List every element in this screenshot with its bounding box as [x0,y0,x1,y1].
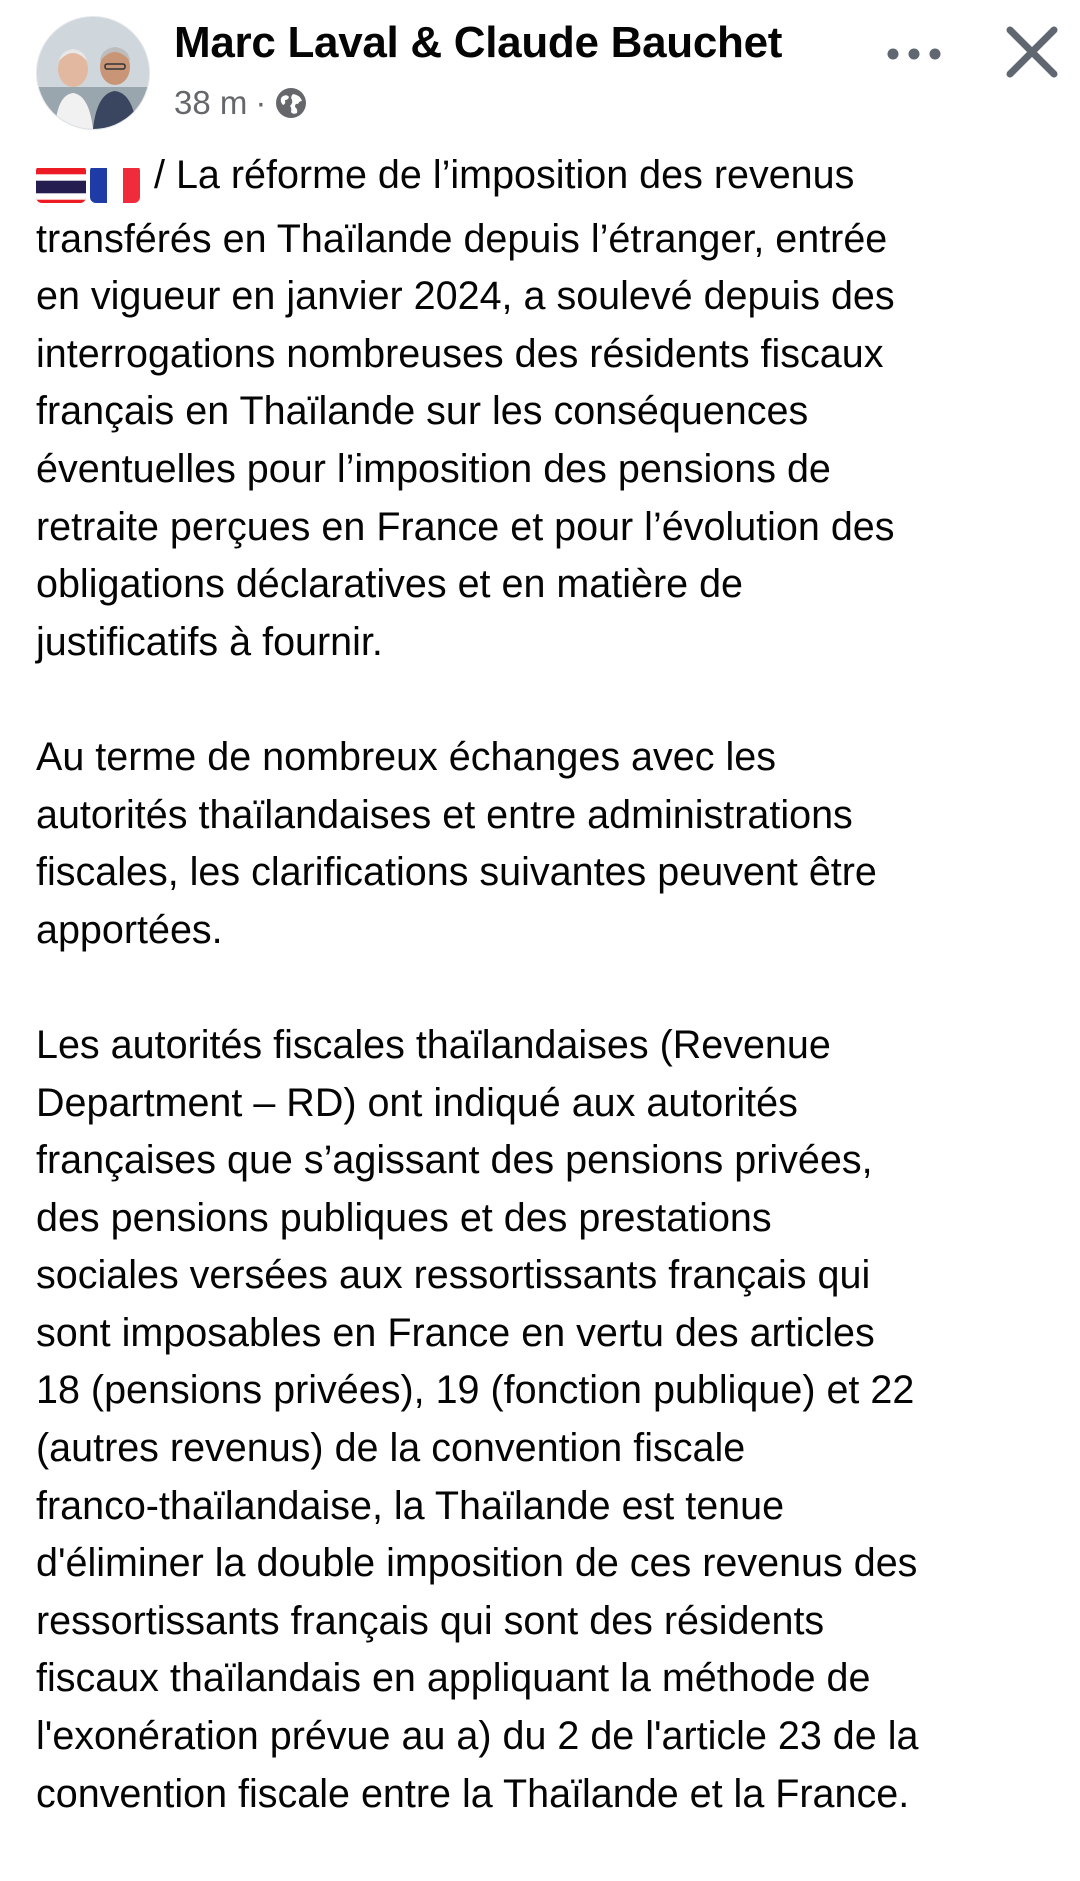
text-line: fiscales, les clarifications suivantes peuvent être [36,850,877,895]
post-body [36,147,1056,1881]
text-line [36,147,1056,211]
avatar-photo [37,17,149,129]
text-line: Department – RD) ont indiqué aux autorités [36,1080,798,1125]
line-text: / La réforme de l’imposition des revenus [154,153,855,197]
text-line: en vigueur en janvier 2024, a soulevé depuis des [36,274,895,319]
text-line: Au terme de nombreux échanges avec les [36,734,776,779]
text-line: interrogations nombreuses des résidents fiscaux [36,331,884,376]
text-line: Les autorités fiscales thaïlandaises (Revenue [36,1022,831,1067]
text-line: autorités thaïlandaises et entre administrations [36,792,853,837]
france-flag-icon [90,165,140,203]
text-line: éventuelles pour l’imposition des pensions de [36,446,831,491]
text-line: ressortissants français qui sont des résidents [36,1598,825,1643]
thailand-flag-icon [36,165,86,203]
text-line: sociales versées aux ressortissants français qui [36,1253,871,1298]
author-avatar[interactable] [36,16,150,130]
text-line: obligations déclaratives et en matière de [36,562,744,607]
text-line: transférés en Thaïlande depuis l’étranger, entrée [36,216,888,261]
text-line: françaises que s’agissant des pensions privées, [36,1138,873,1183]
paragraph-3 [36,1017,1056,1823]
globe-icon[interactable] [274,86,308,120]
flag-emojis [36,153,144,211]
text-line: justificatifs à fournir. [36,619,383,664]
paragraph-1 [36,147,1056,671]
text-line: français en Thaïlande sur les conséquences [36,389,809,434]
more-options-button[interactable] [874,34,954,74]
more-horizontal-icon [886,47,942,61]
meta-separator: · [255,84,267,121]
text-line: apportées. [36,907,223,952]
post-time[interactable]: 38 m [174,84,248,121]
close-icon [996,16,1068,88]
author-name[interactable]: Marc Laval & Claude Bauchet [174,18,783,67]
text-line: convention fiscale entre la Thaïlande et la France. [36,1771,910,1816]
text-line: l'exonération prévue au a) du 2 de l'article 23 de la [36,1714,919,1759]
text-line: retraite perçues en France et pour l’évolution des [36,504,895,549]
text-line: des pensions publiques et des prestations [36,1195,772,1240]
paragraph-2 [36,729,1056,959]
post-header [36,16,1046,126]
post-meta [174,80,308,126]
text-line: sont imposables en France en vertu des articles [36,1310,875,1355]
text-line: fiscaux thaïlandais en appliquant la méthode de [36,1656,871,1701]
text-line: franco-thaïlandaise, la Thaïlande est tenue [36,1483,785,1528]
text-line: 18 (pensions privées), 19 (fonction publique) et 22 [36,1368,915,1413]
text-line: (autres revenus) de la convention fiscale [36,1426,746,1471]
text-line: d'éliminer la double imposition de ces revenus des [36,1541,918,1586]
close-button[interactable] [996,16,1068,88]
